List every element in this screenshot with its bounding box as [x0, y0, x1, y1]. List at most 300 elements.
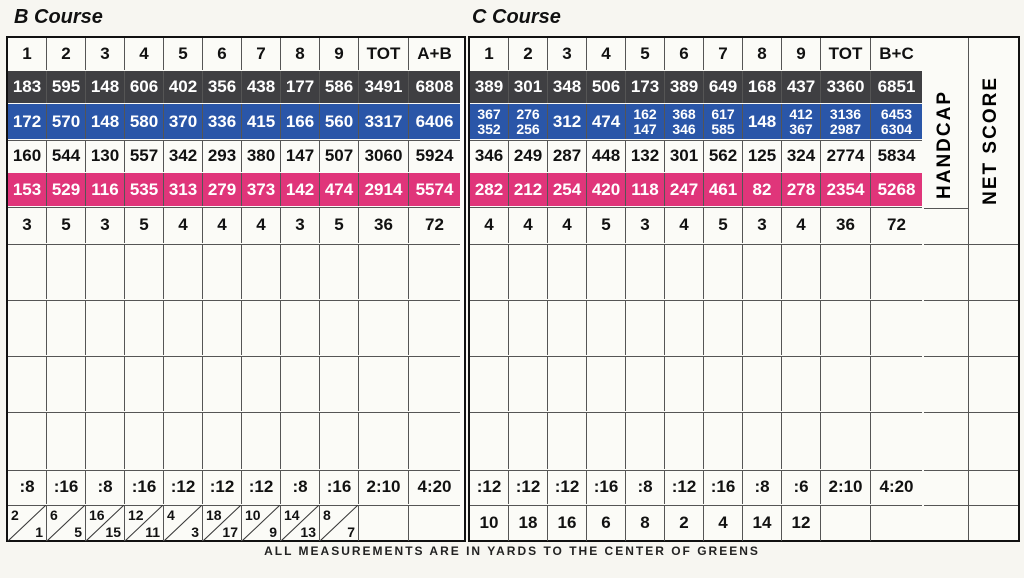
score-cell[interactable]	[409, 356, 460, 411]
white-cell: 5924	[415, 146, 454, 165]
hole-cell: B+C	[879, 44, 914, 63]
red-cell: 461	[704, 173, 743, 206]
black-cell: 6808	[409, 71, 460, 103]
handicap-front-value: 14	[284, 507, 300, 523]
time-cell: :16	[125, 470, 164, 504]
blue-cell	[704, 104, 743, 139]
score-cell[interactable]	[665, 356, 704, 411]
handicap-front-value: 4	[167, 507, 175, 523]
handicap-back-value: 17	[222, 524, 238, 540]
red-cell: 529	[47, 173, 86, 206]
hole-cell: 8	[743, 38, 782, 70]
black-cell: 148	[86, 71, 125, 103]
blue-cell: 415	[242, 104, 281, 139]
time-cell: 4:20	[417, 477, 452, 496]
blue-yardage-top: 312	[552, 111, 582, 131]
blue-cell: 166	[281, 104, 320, 139]
score-cell[interactable]	[626, 412, 665, 469]
par-cell: 5	[320, 207, 359, 243]
blue-cell	[743, 104, 782, 139]
red-cell: 282	[470, 173, 509, 206]
score-cell[interactable]	[125, 356, 164, 411]
score-cell[interactable]	[281, 356, 320, 411]
score-cell[interactable]	[164, 356, 203, 411]
score-cell[interactable]	[743, 412, 782, 469]
score-cell[interactable]	[587, 244, 626, 299]
par-cell: 4	[242, 207, 281, 243]
black-cell: 356	[203, 71, 242, 103]
handicap-cell	[281, 505, 320, 541]
white-cell: 2774	[821, 140, 871, 172]
score-cell[interactable]	[470, 300, 509, 355]
black-tee-row	[8, 71, 460, 105]
score-cell[interactable]	[409, 412, 460, 469]
score-cell[interactable]	[821, 412, 871, 469]
score-cell[interactable]	[320, 300, 359, 355]
handicap-cell	[8, 505, 47, 541]
par-cell: 3	[86, 207, 125, 243]
red-cell: 313	[164, 173, 203, 206]
hole-cell: 6	[203, 38, 242, 70]
par-cell: 5	[704, 207, 743, 243]
blue-cell	[821, 104, 871, 139]
score-cell[interactable]	[782, 412, 821, 469]
par-cell: 36	[821, 207, 871, 243]
handicap-cell	[242, 505, 281, 541]
score-cell[interactable]	[470, 412, 509, 469]
par-cell: 4	[470, 207, 509, 243]
blue-cell: 6406	[409, 104, 460, 139]
header-row	[8, 38, 460, 72]
score-row	[470, 356, 922, 413]
score-cell[interactable]	[509, 356, 548, 411]
par-cell: 4	[665, 207, 704, 243]
par-cell: 3	[8, 207, 47, 243]
score-cell[interactable]	[164, 300, 203, 355]
blue-cell	[665, 104, 704, 139]
par-row	[8, 207, 460, 245]
blue-yardage-top: 148	[747, 111, 777, 131]
red-cell: 142	[281, 173, 320, 206]
blue-yardage-top: 474	[591, 111, 621, 131]
score-cell[interactable]	[47, 300, 86, 355]
time-cell: :12	[470, 470, 509, 504]
score-cell[interactable]	[548, 244, 587, 299]
black-tee-row	[470, 71, 922, 105]
score-cell[interactable]	[871, 244, 922, 299]
score-cell[interactable]	[8, 356, 47, 411]
score-row	[8, 356, 460, 413]
blue-cell: 370	[164, 104, 203, 139]
hole-cell: 3	[86, 38, 125, 70]
hole-cell: 7	[242, 38, 281, 70]
par-cell: 4	[164, 207, 203, 243]
score-cell[interactable]	[626, 244, 665, 299]
score-cell[interactable]	[871, 356, 922, 411]
par-cell: 3	[743, 207, 782, 243]
handicap-cell	[164, 505, 203, 541]
score-cell[interactable]	[665, 244, 704, 299]
score-cell[interactable]	[47, 356, 86, 411]
handicap-cell	[821, 505, 871, 541]
blue-yardage-bottom: 147	[633, 120, 657, 137]
score-cell[interactable]	[281, 300, 320, 355]
score-cell[interactable]	[587, 412, 626, 469]
black-cell: 168	[743, 71, 782, 103]
hole-cell: 8	[281, 38, 320, 70]
handicap-cell: 8	[626, 505, 665, 541]
blue-yardage-top: 276	[516, 105, 540, 122]
red-cell: 5574	[409, 173, 460, 206]
hole-cell: TOT	[821, 38, 871, 70]
white-cell: 562	[704, 140, 743, 172]
white-cell: 125	[743, 140, 782, 172]
black-cell: 437	[782, 71, 821, 103]
black-cell: 595	[47, 71, 86, 103]
blue-yardage-top: 368	[672, 105, 696, 122]
white-cell: 324	[782, 140, 821, 172]
score-cell[interactable]	[86, 300, 125, 355]
handicap-back-value: 7	[347, 524, 355, 540]
hole-cell: 1	[8, 38, 47, 70]
handicap-cell: 10	[470, 505, 509, 541]
blue-cell: 570	[47, 104, 86, 139]
black-cell: 606	[125, 71, 164, 103]
side-columns	[924, 36, 1020, 542]
white-cell: 448	[587, 140, 626, 172]
blue-yardage-bottom: 2987	[829, 120, 862, 137]
blue-cell	[470, 104, 509, 139]
score-cell[interactable]	[281, 244, 320, 299]
white-cell: 380	[242, 140, 281, 172]
score-row	[470, 412, 922, 471]
score-cell[interactable]	[871, 300, 922, 355]
b-course-title: B Course	[14, 6, 103, 28]
score-cell[interactable]	[359, 412, 409, 469]
blue-yardage-top: 367	[477, 105, 501, 122]
score-cell[interactable]	[470, 244, 509, 299]
blue-yardage-top: 3136	[829, 105, 862, 122]
black-cell: 389	[665, 71, 704, 103]
handicap-cell	[359, 505, 409, 541]
white-tee-row	[470, 140, 922, 174]
score-cell[interactable]	[125, 244, 164, 299]
handicap-front-value: 6	[50, 507, 58, 523]
blue-cell	[548, 104, 587, 139]
blue-cell: 336	[203, 104, 242, 139]
score-cell[interactable]	[320, 412, 359, 469]
score-cell[interactable]	[509, 244, 548, 299]
score-cell[interactable]	[409, 244, 460, 299]
handicap-cell	[125, 505, 164, 541]
score-cell[interactable]	[626, 356, 665, 411]
handicap-front-value: 10	[245, 507, 261, 523]
blue-yardage-bottom: 346	[672, 120, 696, 137]
time-cell: :16	[704, 470, 743, 504]
blue-yardage-top: 617	[711, 105, 735, 122]
red-cell: 82	[743, 173, 782, 206]
time-row	[8, 470, 460, 506]
handicap-cell: 18	[509, 505, 548, 541]
white-cell: 249	[509, 140, 548, 172]
time-cell: :16	[320, 470, 359, 504]
white-cell: 301	[665, 140, 704, 172]
hole-cell: TOT	[359, 38, 409, 70]
score-cell[interactable]	[125, 300, 164, 355]
score-cell[interactable]	[509, 412, 548, 469]
handicap-front-value: 8	[323, 507, 331, 523]
red-cell: 535	[125, 173, 164, 206]
score-cell[interactable]	[86, 356, 125, 411]
score-cell[interactable]	[548, 300, 587, 355]
score-cell[interactable]	[242, 300, 281, 355]
red-cell: 373	[242, 173, 281, 206]
hole-cell: 5	[626, 38, 665, 70]
score-cell[interactable]	[125, 412, 164, 469]
score-cell[interactable]	[665, 412, 704, 469]
white-cell: 557	[125, 140, 164, 172]
score-cell[interactable]	[871, 412, 922, 469]
handicap-back-value: 11	[145, 524, 160, 540]
score-cell[interactable]	[203, 244, 242, 299]
score-cell[interactable]	[821, 300, 871, 355]
score-cell[interactable]	[203, 412, 242, 469]
time-row	[470, 470, 922, 506]
score-cell[interactable]	[587, 356, 626, 411]
blue-yardage-bottom: 6304	[880, 120, 913, 137]
score-cell[interactable]	[164, 412, 203, 469]
handicap-cell: 14	[743, 505, 782, 541]
red-cell: 153	[8, 173, 47, 206]
handicap-cell: 6	[587, 505, 626, 541]
c-course-title: C Course	[472, 6, 561, 28]
red-cell: 2354	[821, 173, 871, 206]
blue-cell: 3317	[359, 104, 409, 139]
blue-cell: 148	[86, 104, 125, 139]
score-cell[interactable]	[320, 356, 359, 411]
score-cell[interactable]	[704, 356, 743, 411]
time-cell: 2:10	[821, 470, 871, 504]
handicap-back-value: 5	[74, 524, 82, 540]
black-cell: 402	[164, 71, 203, 103]
handicap-back-value: 1	[35, 524, 43, 540]
black-cell: 177	[281, 71, 320, 103]
hole-cell: 3	[548, 38, 587, 70]
score-cell[interactable]	[821, 244, 871, 299]
score-cell[interactable]	[281, 412, 320, 469]
score-cell[interactable]	[509, 300, 548, 355]
red-cell: 247	[665, 173, 704, 206]
time-cell: :8	[8, 470, 47, 504]
red-cell: 278	[782, 173, 821, 206]
score-cell[interactable]	[203, 300, 242, 355]
score-cell[interactable]	[821, 356, 871, 411]
blue-yardage-top: 162	[633, 105, 657, 122]
hole-cell: 5	[164, 38, 203, 70]
score-cell[interactable]	[359, 244, 409, 299]
handicap-front-value: 2	[11, 507, 19, 523]
score-cell[interactable]	[47, 412, 86, 469]
par-cell: 4	[548, 207, 587, 243]
white-cell: 5834	[877, 146, 916, 165]
white-cell: 342	[164, 140, 203, 172]
red-tee-row	[470, 173, 922, 208]
score-cell[interactable]	[743, 356, 782, 411]
score-cell[interactable]	[8, 300, 47, 355]
time-cell: :12	[548, 470, 587, 504]
white-cell: 346	[470, 140, 509, 172]
time-cell: :6	[782, 470, 821, 504]
blue-yardage-bottom: 256	[516, 120, 540, 137]
handicap-cell	[47, 505, 86, 541]
score-cell[interactable]	[665, 300, 704, 355]
time-cell: 2:10	[359, 470, 409, 504]
handicap-cell	[86, 505, 125, 541]
score-cell[interactable]	[782, 356, 821, 411]
score-cell[interactable]	[359, 300, 409, 355]
time-cell: :8	[281, 470, 320, 504]
black-cell: 506	[587, 71, 626, 103]
red-cell: 279	[203, 173, 242, 206]
red-cell: 116	[86, 173, 125, 206]
score-cell[interactable]	[704, 244, 743, 299]
score-cell[interactable]	[359, 356, 409, 411]
hole-cell: 4	[587, 38, 626, 70]
score-cell[interactable]	[743, 244, 782, 299]
score-cell[interactable]	[743, 300, 782, 355]
score-cell[interactable]	[164, 244, 203, 299]
handicap-cell: 2	[665, 505, 704, 541]
red-cell: 5268	[871, 173, 922, 206]
score-cell[interactable]	[704, 412, 743, 469]
b-course-scorecard	[6, 36, 466, 542]
score-cell[interactable]	[782, 244, 821, 299]
handicap-cell: 16	[548, 505, 587, 541]
white-tee-row	[8, 140, 460, 174]
score-row	[470, 244, 922, 301]
hole-cell: 2	[47, 38, 86, 70]
hole-cell: 2	[509, 38, 548, 70]
par-cell: 4	[203, 207, 242, 243]
par-cell: 5	[47, 207, 86, 243]
score-cell[interactable]	[548, 412, 587, 469]
black-cell: 348	[548, 71, 587, 103]
handicap-back-value: 13	[300, 524, 316, 540]
score-cell[interactable]	[587, 300, 626, 355]
par-row	[470, 207, 922, 245]
red-cell: 254	[548, 173, 587, 206]
time-cell: 4:20	[879, 477, 914, 496]
measurement-footnote: ALL MEASUREMENTS ARE IN YARDS TO THE CENTER OF GREENS	[264, 544, 760, 558]
score-cell[interactable]	[8, 244, 47, 299]
score-cell[interactable]	[86, 244, 125, 299]
white-cell: 132	[626, 140, 665, 172]
handicap-cell	[871, 505, 922, 541]
blue-cell: 580	[125, 104, 164, 139]
red-cell: 420	[587, 173, 626, 206]
red-tee-row	[8, 173, 460, 208]
blue-cell: 560	[320, 104, 359, 139]
red-cell: 2914	[359, 173, 409, 206]
par-cell: 5	[125, 207, 164, 243]
hole-cell: 6	[665, 38, 704, 70]
c-course-scorecard	[468, 36, 928, 542]
hole-cell: 9	[782, 38, 821, 70]
blue-tee-row	[470, 104, 922, 141]
white-cell: 147	[281, 140, 320, 172]
score-cell[interactable]	[86, 412, 125, 469]
blue-cell	[509, 104, 548, 139]
blue-cell	[871, 104, 922, 139]
score-cell[interactable]	[47, 244, 86, 299]
score-cell[interactable]	[782, 300, 821, 355]
score-cell[interactable]	[626, 300, 665, 355]
time-cell: :12	[203, 470, 242, 504]
score-cell[interactable]	[242, 244, 281, 299]
blue-cell: 172	[8, 104, 47, 139]
blue-yardage-bottom: 585	[711, 120, 735, 137]
score-cell[interactable]	[704, 300, 743, 355]
time-cell: :12	[242, 470, 281, 504]
black-cell: 438	[242, 71, 281, 103]
par-cell: 36	[359, 207, 409, 243]
blue-cell	[782, 104, 821, 139]
handicap-label: HANDCAP	[934, 90, 955, 199]
blue-tee-row	[8, 104, 460, 141]
score-row	[8, 300, 460, 357]
handicap-cell: 4	[704, 505, 743, 541]
par-cell: 5	[587, 207, 626, 243]
score-cell[interactable]	[242, 412, 281, 469]
par-cell: 4	[782, 207, 821, 243]
red-cell: 118	[626, 173, 665, 206]
par-cell: 4	[509, 207, 548, 243]
score-cell[interactable]	[242, 356, 281, 411]
net-score-label: NET SCORE	[980, 76, 1001, 205]
white-cell: 544	[47, 140, 86, 172]
black-cell: 649	[704, 71, 743, 103]
blue-yardage-bottom: 352	[477, 120, 501, 137]
black-cell: 6851	[871, 71, 922, 103]
score-cell[interactable]	[409, 300, 460, 355]
white-cell: 507	[320, 140, 359, 172]
black-cell: 173	[626, 71, 665, 103]
hole-cell: 9	[320, 38, 359, 70]
score-cell[interactable]	[8, 412, 47, 469]
blue-cell	[587, 104, 626, 139]
white-cell: 293	[203, 140, 242, 172]
black-cell: 3360	[821, 71, 871, 103]
white-cell: 130	[86, 140, 125, 172]
time-cell: :16	[587, 470, 626, 504]
blue-yardage-bottom: 367	[789, 120, 813, 137]
handicap-row	[470, 505, 922, 541]
score-cell[interactable]	[548, 356, 587, 411]
score-cell[interactable]	[470, 356, 509, 411]
score-cell[interactable]	[320, 244, 359, 299]
handicap-front-value: 16	[89, 507, 105, 523]
hole-cell: 1	[470, 38, 509, 70]
handicap-back-value: 15	[105, 524, 121, 540]
score-cell[interactable]	[203, 356, 242, 411]
time-cell: :12	[509, 470, 548, 504]
handicap-back-value: 3	[191, 524, 199, 540]
red-cell: 212	[509, 173, 548, 206]
header-row	[470, 38, 922, 72]
black-cell: 586	[320, 71, 359, 103]
black-cell: 389	[470, 71, 509, 103]
blue-cell	[626, 104, 665, 139]
